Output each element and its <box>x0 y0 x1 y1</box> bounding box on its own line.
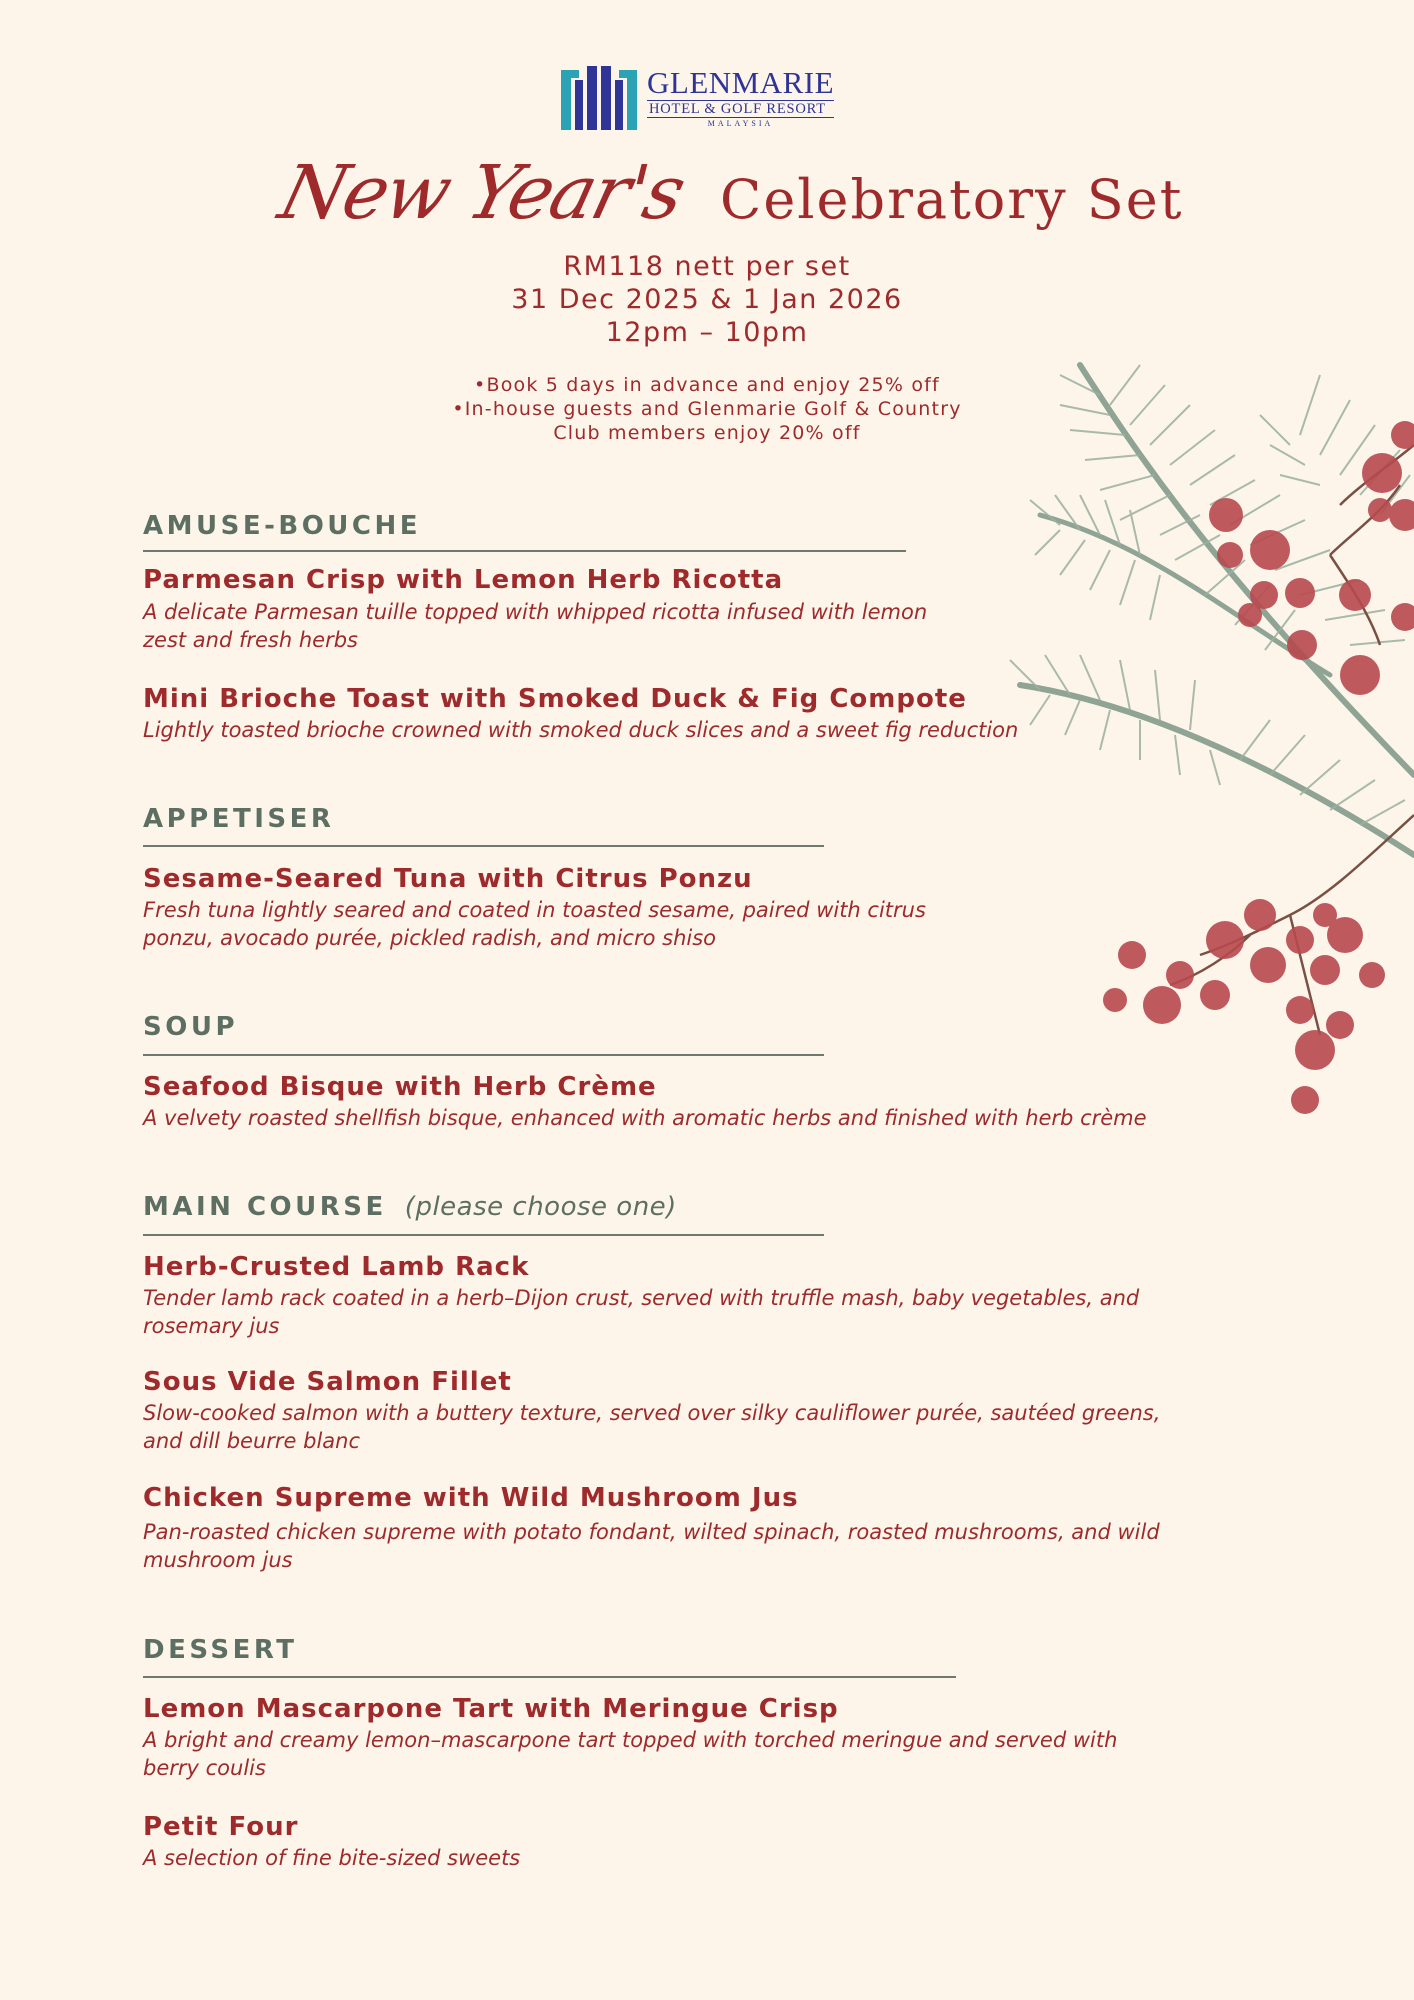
title-script: New Year's <box>271 150 693 236</box>
section-heading-amuse-bouche: AMUSE-BOUCHE <box>143 511 422 541</box>
section-heading-appetiser: APPETISER <box>143 804 335 834</box>
dish-name: Chicken Supreme with Wild Mushroom Jus <box>143 1483 799 1513</box>
brand-logo <box>561 66 861 132</box>
promo-line: •Book 5 days in advance and enjoy 25% off <box>474 374 940 396</box>
price-info: RM118 nett per set <box>563 251 851 282</box>
section-divider <box>143 845 824 847</box>
promo-line: Club members enjoy 20% off <box>553 422 861 444</box>
dish-description: Lightly toasted brioche crowned with smoked duck slices and a sweet fig reduction <box>143 718 1019 742</box>
dish-description: A velvety roasted shellfish bisque, enhanced with aromatic herbs and finished with herb crème <box>143 1106 1147 1130</box>
title-main: Celebratory Set <box>720 168 1184 231</box>
section-divider <box>143 1676 956 1678</box>
brand-country: MALAYSIA <box>707 119 774 128</box>
dish-description: A delicate Parmesan tuille topped with whipped ricotta infused with lemon <box>143 600 928 624</box>
dish-description: Tender lamb rack coated in a herb–Dijon crust, served with truffle mash, baby vegetables, and <box>143 1286 1140 1310</box>
dish-description: Fresh tuna lightly seared and coated in toasted sesame, paired with citrus <box>143 898 926 922</box>
dish-description: mushroom jus <box>143 1548 293 1572</box>
brand-text <box>647 66 834 128</box>
section-divider <box>143 550 906 552</box>
dish-name: Parmesan Crisp with Lemon Herb Ricotta <box>143 565 784 595</box>
section-note: (please choose one) <box>404 1192 677 1222</box>
glenmarie-logo-icon <box>561 66 641 130</box>
dish-description: and dill beurre blanc <box>143 1429 361 1453</box>
section-divider <box>143 1054 824 1056</box>
promo-line: •In-house guests and Glenmarie Golf & Country <box>452 398 962 420</box>
dish-name: Sesame-Seared Tuna with Citrus Ponzu <box>143 864 753 894</box>
brand-name: GLENMARIE <box>647 65 835 100</box>
dish-name: Sous Vide Salmon Fillet <box>143 1367 512 1397</box>
dish-name: Lemon Mascarpone Tart with Meringue Crisp <box>143 1694 839 1724</box>
brand-subtitle: HOTEL & GOLF RESORT <box>647 100 834 118</box>
section-heading-dessert: DESSERT <box>143 1635 298 1665</box>
section-heading-main-course <box>143 1192 677 1222</box>
section-heading-label: MAIN COURSE <box>143 1192 387 1222</box>
dish-description: ponzu, avocado purée, pickled radish, and micro shiso <box>143 926 716 950</box>
dish-description: rosemary jus <box>143 1314 280 1338</box>
dish-name: Mini Brioche Toast with Smoked Duck & Fig Compote <box>143 684 967 714</box>
dish-description: A selection of fine bite-sized sweets <box>143 1846 521 1870</box>
dish-description: Pan-roasted chicken supreme with potato fondant, wilted spinach, roasted mushrooms, and wild <box>143 1520 1160 1544</box>
section-heading-soup: SOUP <box>143 1012 238 1042</box>
dish-description: zest and fresh herbs <box>143 628 358 652</box>
dish-name: Herb-Crusted Lamb Rack <box>143 1252 530 1282</box>
section-divider <box>143 1234 824 1236</box>
dish-description: berry coulis <box>143 1756 266 1780</box>
dish-name: Seafood Bisque with Herb Crème <box>143 1072 657 1102</box>
dish-description: A bright and creamy lemon–mascarpone tart topped with torched meringue and served with <box>143 1728 1118 1752</box>
date-info: 31 Dec 2025 & 1 Jan 2026 <box>511 284 903 315</box>
pine-berry-decoration-icon <box>1000 355 1414 1125</box>
dish-description: Slow-cooked salmon with a buttery texture, served over silky cauliflower purée, sautéed greens, <box>143 1401 1161 1425</box>
dish-name: Petit Four <box>143 1812 299 1842</box>
time-info: 12pm – 10pm <box>605 317 809 348</box>
